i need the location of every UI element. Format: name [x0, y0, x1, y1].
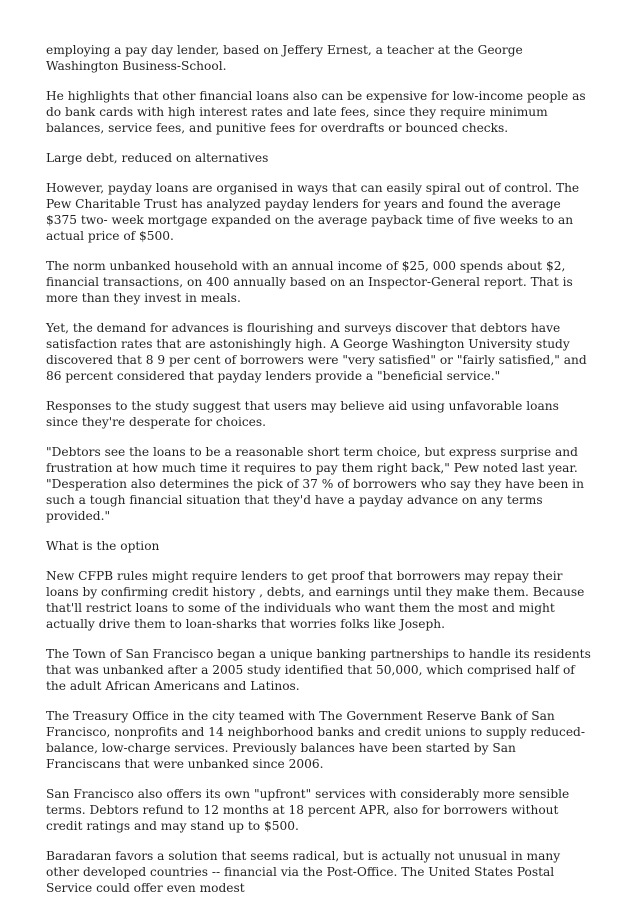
- paragraph-5: Yet, the demand for advances is flourishing and surveys discover that debtors have satisfaction rates that are astonishingly high. A George Washington University study discovered that 8 9 per cent of borrowers were "very satisfied" or "fairly satisfied," and 86 percent considered that payday lenders provide a "beneficial service.": [46, 321, 587, 383]
- paragraph-12: Baradaran favors a solution that seems radical, but is actually not unusual in many other developed countries -- financial via the Post-Office. The United States Postal Service could offer even modest: [46, 849, 561, 895]
- paragraph-6: Responses to the study suggest that users may believe aid using unfavorable loans since they're desperate for choices.: [46, 399, 559, 429]
- paragraph-7: "Debtors see the loans to be a reasonable short term choice, but express surprise and frustration at how much time it requires to pay them right back," Pew noted last year. "Desperation also determines the pick of 37 % of borrowers who say they have been in such a tough financial situation that they'd have a payday advance on any terms provided.": [46, 445, 584, 523]
- paragraph-4: The norm unbanked household with an annual income of $25, 000 spends about $2, financial transactions, on 400 annually based on an Inspector-General report. That is more than they invest in meals.: [46, 259, 573, 305]
- document-page: [46, 42, 594, 910]
- paragraph-8: New CFPB rules might require lenders to get proof that borrowers may repay their loans by confirming credit history , debts, and earnings until they make them. Because that'll restrict loans to some of the individuals who want them the most and might actually drive them to loan-sharks that worries folks like Joseph.: [46, 569, 585, 631]
- paragraph-9: The Town of San Francisco began a unique banking partnerships to handle its residents that was unbanked after a 2005 study identified that 50,000, which comprised half of the adult African Americans and Latinos.: [46, 647, 591, 693]
- paragraph-3: However, payday loans are organised in ways that can easily spiral out of control. The Pew Charitable Trust has analyzed payday lenders for years and found the average $375 two- week mortgage expanded on the average payback time of five weeks to an actual price of $500.: [46, 181, 580, 243]
- paragraph-11: San Francisco also offers its own "upfront" services with considerably more sensible terms. Debtors refund to 12 months at 18 percent APR, also for borrowers without credit ratings and may stand up to $500.: [46, 787, 570, 833]
- section-heading-large-debt: Large debt, reduced on alternatives: [46, 151, 269, 165]
- paragraph-2: He highlights that other financial loans also can be expensive for low-income people as do bank cards with high interest rates and late fees, since they require minimum balances, service fees, and punitive fees for overdrafts or bounced checks.: [46, 89, 586, 135]
- section-heading-option: What is the option: [46, 539, 160, 553]
- paragraph-1: employing a pay day lender, based on Jeffery Ernest, a teacher at the George Washington Business-School.: [46, 43, 523, 73]
- paragraph-10: The Treasury Office in the city teamed with The Government Reserve Bank of San Francisco, nonprofits and 14 neighborhood banks and credit unions to supply reduced-balance, low-charge services. Previously balances have been started by San Franciscans that were unbanked since 2006.: [46, 709, 585, 771]
